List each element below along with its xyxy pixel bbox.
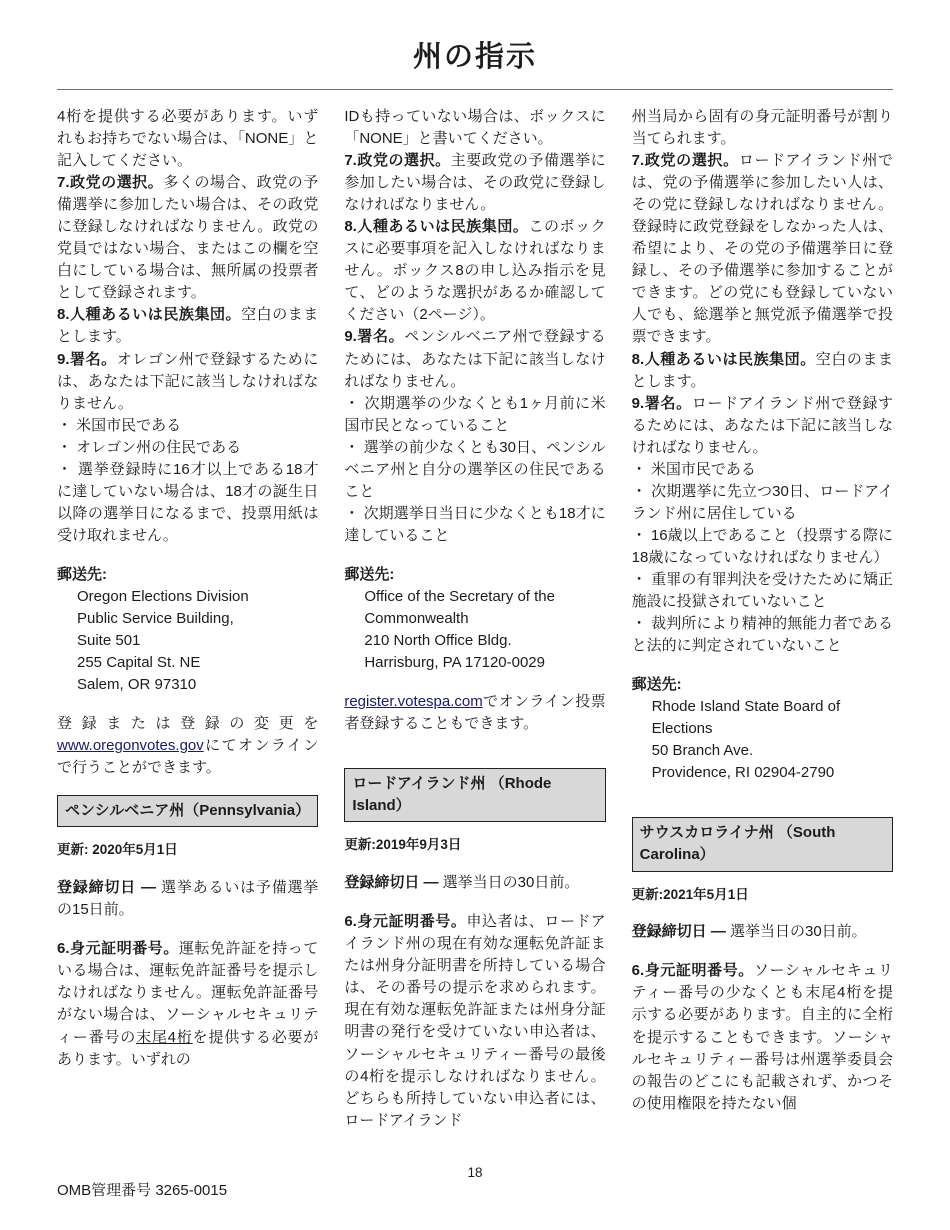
text-run: 選挙当日の30日前。 <box>730 923 867 941</box>
address-line: Harrisburg, PA 17120-0029 <box>364 654 545 672</box>
text-run: IDも持っていない場合は、ボックスに「NONE」と書いてください。 <box>344 108 606 148</box>
column-2 <box>344 106 605 1132</box>
address-line: 255 Capital St. NE <box>77 654 201 672</box>
bullet-item <box>344 437 605 503</box>
bullet-icon: ・ <box>344 394 365 412</box>
bullet-item <box>344 393 605 437</box>
text-run: 更新:2021年5月1日 <box>631 886 749 902</box>
text-run: 8.人種あるいは民族集団。 <box>631 350 816 368</box>
paragraph <box>344 106 605 150</box>
address-line: 210 North Office Bldg. <box>364 632 512 650</box>
text-run: ロードアイランド州で登録するためには、あなたは下記に該当しなければなりません。 <box>631 394 893 456</box>
text-run: 登録締切日 — <box>631 923 730 941</box>
spacer <box>57 921 318 938</box>
update-date <box>632 885 893 905</box>
text-run: 6.身元証明番号。 <box>631 962 754 980</box>
text-run: このボックスに必要事項を記入しなければなりません。ボックス8の申し込み指示を見て、どのような選択があるか確認してください（2ページ）。 <box>344 218 606 324</box>
bullet-item <box>632 613 893 657</box>
text-run: 選挙あるいは予備選挙の15日前。 <box>57 879 319 919</box>
text-run: 選挙当日の30日前。 <box>442 874 580 892</box>
paragraph <box>57 304 318 348</box>
text-run: 主要政党の予備選挙に参加したい場合は、その政党に登録しなければなりません。 <box>344 152 606 214</box>
state-section-header: サウスカロライナ州 （South Carolina） <box>632 817 893 871</box>
paragraph <box>57 349 318 415</box>
page-number: 18 <box>467 1165 483 1180</box>
paragraph <box>57 877 318 921</box>
bullet-item <box>57 437 318 459</box>
update-date <box>57 840 318 860</box>
text-run: 8.人種あるいは民族集団。 <box>344 218 529 236</box>
text-run: 空白のままとします。 <box>631 350 893 390</box>
bullet-item <box>632 525 893 569</box>
spacer <box>57 547 318 564</box>
bullet-icon: ・ <box>57 460 78 478</box>
state-section-header: ロードアイランド州 （Rhode Island） <box>344 768 605 822</box>
text-run: 郵送先: <box>344 565 395 583</box>
address-line: Office of the Secretary of the Commonwealth <box>364 587 555 628</box>
paragraph <box>632 393 893 459</box>
address-line: Public Service Building, <box>77 610 234 628</box>
bullet-icon: ・ <box>344 438 364 456</box>
text-run: 米国市民である <box>650 460 756 478</box>
bullet-icon: ・ <box>631 526 651 544</box>
text-run: 郵送先: <box>57 565 107 583</box>
paragraph <box>632 150 893 348</box>
paragraph <box>632 349 893 393</box>
text-run: を提供する必要があります。いずれの <box>57 1028 319 1068</box>
paragraph <box>632 921 893 943</box>
bullet-icon: ・ <box>57 416 77 434</box>
mailing-address <box>632 696 893 784</box>
text-run: 申込者は、ロードアイランド州の現在有効な運転免許証または州身分証明書を所持している場合は、その番号の提示を求められます。現在有効な運転免許証または州身分証明書の発行を受けていない申込者は、ソーシャルセキュリティー番号の最後の4桁を提示しなければなりません。どちらも所持していない申込者には、ロードアイランド <box>344 913 606 1129</box>
spacer <box>57 860 318 877</box>
bullet-icon: ・ <box>631 460 651 478</box>
text-run: 選挙の前少なくとも30日、ペンシルベニア州と自分の選挙区の住民であること <box>344 438 606 500</box>
address-line: Suite 501 <box>77 632 141 650</box>
address-line: Providence, RI 02904-2790 <box>651 764 835 782</box>
bullet-icon: ・ <box>631 615 652 633</box>
text-run: 9.署名。 <box>57 350 117 368</box>
text-run: 更新:2019年9月3日 <box>344 837 462 853</box>
bullet-icon: ・ <box>631 482 652 500</box>
bullet-item <box>57 459 318 547</box>
spacer <box>344 855 605 872</box>
bullet-item <box>344 503 605 547</box>
hyperlink[interactable]: register.votespa.com <box>344 693 483 711</box>
bullet-icon: ・ <box>631 570 652 588</box>
paragraph <box>344 326 605 392</box>
text-run: 末尾4桁 <box>136 1028 193 1046</box>
bullet-icon: ・ <box>57 438 77 456</box>
state-section-header: ペンシルベニア州（Pennsylvania） <box>57 795 318 827</box>
bullet-icon: ・ <box>344 504 364 522</box>
bullet-item <box>632 481 893 525</box>
spacer <box>344 894 605 911</box>
columns <box>57 106 893 1132</box>
text-run: 次期選挙に先立つ30日、ロードアイランド州に居住している <box>631 482 893 522</box>
page-title: 州の指示 <box>412 41 537 73</box>
spacer <box>57 696 318 713</box>
text-run: 次期選挙日当日に少なくとも18才に達していること <box>344 504 606 544</box>
text-run: 4桁を提供する必要があります。いずれもお持ちでない場合は、「NONE」と記入してください。 <box>57 108 319 170</box>
hyperlink[interactable]: www.oregonvotes.gov <box>57 737 204 755</box>
spacer <box>344 735 605 752</box>
text-run: 多くの場合、政党の予備選挙に参加したい場合は、その政党に登録しなければなりません。政党の党員ではない場合、またはこの欄を空白にしている場合は、無所属の投票者として登録されます。 <box>57 174 319 302</box>
text-run: 登録締切日 — <box>344 874 443 892</box>
text-run: 6.身元証明番号。 <box>344 913 467 931</box>
paragraph <box>57 938 318 1070</box>
text-run: ロードアイランド州では、党の予備選挙に参加したい人は、その党に登録しなければなりません。登録時に政党登録をしなかった人は、希望により、その党の予備選挙日に登録し、その予備選挙に参加することができます。どの党にも登録していない人でも、総選挙と無党派予備選挙で投票できます。 <box>631 152 893 346</box>
address-line: Oregon Elections Division <box>77 587 249 605</box>
text-run: 重罪の有罪判決を受けたために矯正施設に投獄されていないこと <box>631 570 893 611</box>
text-run: 選挙登録時に16才以上である18才に達していない場合は、18才の誕生日以降の選挙日になるまで、投票用紙は受け取れません。 <box>57 460 319 544</box>
text-run: 州当局から固有の身元証明番号が割り当てられます。 <box>631 108 893 148</box>
update-date <box>344 835 605 855</box>
text-run: オレゴン州の住民である <box>76 438 242 456</box>
text-run: 運転免許証を持っている場合は、運転免許証番号を提示しなければなりません。運転免許証番号がない場合は、ソーシャルセキュリティー番号の <box>57 940 319 1046</box>
paragraph <box>344 872 605 894</box>
bullet-item <box>57 415 318 437</box>
paragraph <box>344 564 605 586</box>
title-divider <box>57 89 893 90</box>
text-run: でオンライン投票者登録することもできます。 <box>344 693 606 733</box>
text-run: 登録または登録の変更を <box>57 715 319 733</box>
column-1 <box>57 106 318 1132</box>
text-run: 郵送先: <box>631 676 682 694</box>
address-line: Salem, OR 97310 <box>77 676 197 694</box>
paragraph <box>632 106 893 150</box>
bullet-item <box>632 459 893 481</box>
column-3 <box>632 106 893 1132</box>
text-run: 更新: 2020年5月1日 <box>57 842 178 858</box>
text-run: オレゴン州で登録するためには、あなたは下記に該当しなければなりません。 <box>57 350 319 412</box>
text-run: 空白のままとします。 <box>57 306 319 346</box>
omb-control-number: OMB管理番号 3265-0015 <box>57 1182 228 1199</box>
address-line: Rhode Island State Board of Elections <box>651 698 841 738</box>
text-run: ソーシャルセキュリティー番号の少なくとも末尾4桁を提示する必要があります。自主的に全桁を提示することもできます。ソーシャルセキュリティー番号は州選挙委員会の報告のどこにも記載されず、かつその使用権限を持たない個 <box>631 962 893 1112</box>
paragraph <box>57 172 318 304</box>
mailing-address <box>344 586 605 674</box>
paragraph <box>344 691 605 735</box>
spacer <box>632 904 893 921</box>
text-run: 米国市民である <box>76 416 182 434</box>
text-run: 7.政党の選択。 <box>631 152 739 170</box>
paragraph <box>57 564 318 586</box>
text-run: 7.政党の選択。 <box>344 152 451 170</box>
text-run: にてオンラインで行うことができます。 <box>57 737 319 777</box>
paragraph <box>57 713 318 779</box>
spacer <box>632 943 893 960</box>
mailing-address <box>57 586 318 696</box>
text-run: ペンシルベニア州で登録するためには、あなたは下記に該当しなければなりません。 <box>344 328 606 390</box>
paragraph <box>344 150 605 216</box>
text-run: 裁判所により精神的無能力者であると法的に判定されていないこと <box>631 615 893 655</box>
text-run: 次期選挙の少なくとも1ヶ月前に米国市民となっていること <box>344 394 606 434</box>
paragraph <box>632 674 893 696</box>
text-run: 9.署名。 <box>344 328 405 346</box>
spacer <box>632 657 893 674</box>
text-run: 6.身元証明番号。 <box>57 940 179 958</box>
text-run: 7.政党の選択。 <box>57 174 164 192</box>
address-line: 50 Branch Ave. <box>651 742 754 760</box>
spacer <box>344 547 605 564</box>
paragraph <box>344 911 605 1131</box>
text-run: 16歳以上であること（投票する際に18歳になっていなければなりません） <box>631 526 893 566</box>
paragraph <box>344 216 605 326</box>
paragraph <box>57 106 318 172</box>
text-run: 登録締切日 — <box>57 879 162 897</box>
text-run: 9.署名。 <box>631 394 692 412</box>
spacer <box>344 674 605 691</box>
paragraph <box>632 960 893 1114</box>
text-run: 8.人種あるいは民族集団。 <box>57 306 242 324</box>
bullet-item <box>632 569 893 613</box>
spacer <box>632 784 893 801</box>
